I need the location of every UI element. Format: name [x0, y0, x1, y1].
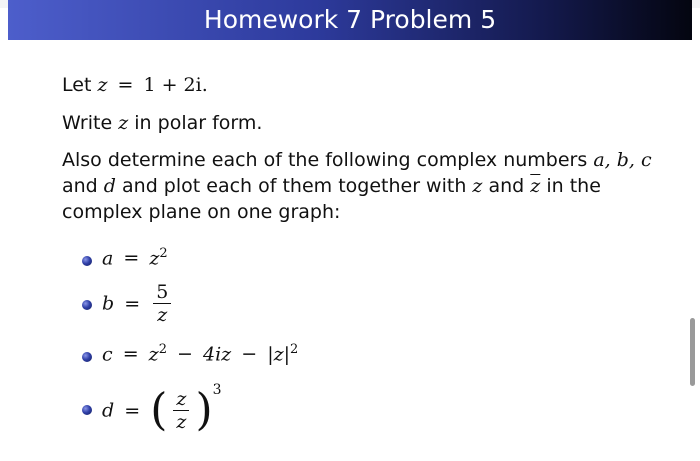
write-prefix: Write [62, 112, 113, 134]
c-term3: |z| [267, 343, 291, 366]
also-prefix: Also determine each of the following complex numbers [62, 149, 588, 171]
c-term2: 4iz [202, 343, 232, 366]
c-minus-1: − [177, 343, 193, 366]
plot-text: and plot each of them together with [122, 175, 467, 197]
c-var: c [102, 343, 113, 366]
also-paragraph [62, 147, 662, 225]
also-vars: a, b, c [593, 149, 652, 171]
b-eq: = [124, 292, 141, 315]
bullet-a [82, 256, 92, 266]
c-minus-2: − [241, 343, 258, 366]
z-var-inline: z [472, 175, 483, 197]
b-numerator: 5 [153, 281, 171, 304]
d-fraction [173, 388, 189, 433]
d-var: d [103, 175, 116, 197]
d-exp: 3 [212, 382, 222, 398]
item-a [102, 246, 168, 269]
z-conjugate: $\overline{z}$ [530, 175, 541, 197]
b-var: b [102, 292, 115, 315]
b-denominator: z [157, 304, 168, 326]
a-exp: 2 [159, 246, 168, 261]
write-suffix: in polar form. [134, 112, 263, 134]
also-line-3: complex plane on one graph: [62, 201, 341, 223]
slide-title: Homework 7 Problem 5 [8, 0, 692, 40]
c-eq: = [122, 343, 139, 366]
write-line [62, 110, 262, 136]
z-value: 1 + 2i. [143, 74, 208, 96]
a-var: a [102, 247, 114, 270]
in-the-text: in the [546, 175, 601, 197]
let-word: Let [62, 74, 92, 96]
also-line-1 [62, 147, 662, 173]
d-right-paren: ) [195, 384, 213, 436]
c-term1: z [148, 343, 159, 366]
a-base: z [149, 247, 160, 270]
item-c [102, 342, 298, 365]
c-term1-exp: 2 [158, 342, 167, 357]
d-left-paren: ( [150, 384, 168, 436]
also-line-2 [62, 173, 662, 199]
item-b [102, 281, 174, 326]
a-eq: = [123, 247, 140, 270]
z-variable: z [97, 74, 108, 96]
equals-sign: = [117, 74, 134, 96]
c-term3-exp: 2 [290, 342, 299, 357]
d-eq: = [124, 399, 141, 422]
write-var: z [118, 112, 129, 134]
bullet-d [82, 405, 92, 415]
and-word: and [62, 175, 98, 197]
vertical-scrollbar[interactable] [690, 318, 695, 386]
bullet-b [82, 300, 92, 310]
d-numerator: z [173, 388, 189, 411]
let-line [62, 72, 208, 98]
d-denominator: z [176, 411, 187, 433]
d-var: d [102, 399, 115, 422]
b-fraction [153, 281, 171, 326]
item-d [102, 382, 222, 436]
and-word-2: and [488, 175, 525, 197]
bullet-c [82, 352, 92, 362]
